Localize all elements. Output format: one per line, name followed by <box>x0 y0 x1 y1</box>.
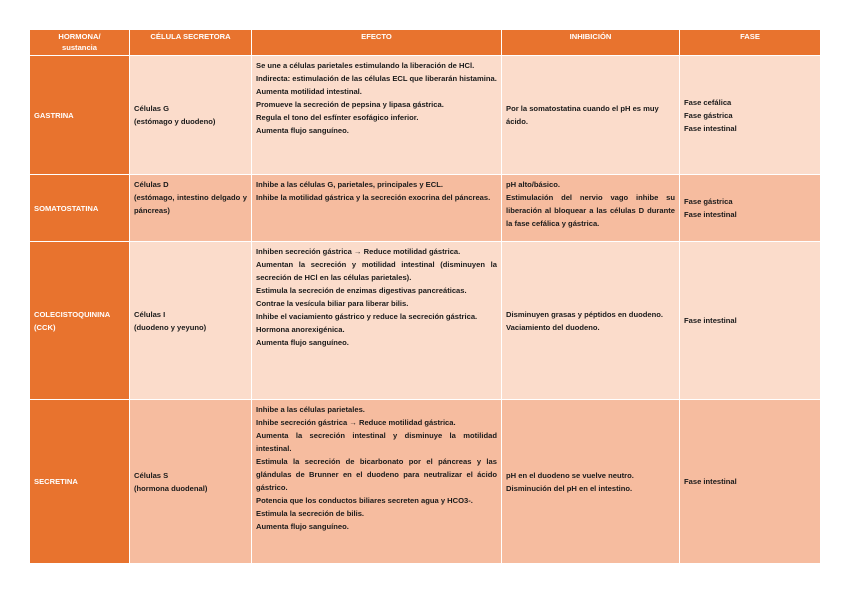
header-hormone: HORMONA/ sustancia <box>30 30 130 56</box>
table-row <box>30 242 821 400</box>
effect-line: Estimula la secreción de bicarbonato por el páncreas y las glándulas de Brunner en el duodeno para neutralizar el ácido gástrico. <box>256 457 497 492</box>
effect <box>252 400 502 564</box>
effect <box>252 242 502 400</box>
effect-line: Potencia que los conductos biliares secreten agua y HCO3-. <box>256 496 473 505</box>
phase <box>680 175 821 242</box>
cell-line: (hormona duodenal) <box>134 483 208 493</box>
header-row <box>30 30 821 56</box>
phase-line: Fase gástrica <box>684 110 733 120</box>
effect-line: Estimula la secreción de bilis. <box>256 509 365 518</box>
header-effect: EFECTO <box>252 30 502 56</box>
phase-line: Fase intestinal <box>684 316 737 325</box>
inhibition-line: Vaciamiento del duodeno. <box>506 322 600 332</box>
inhibition <box>502 242 680 400</box>
cell-line: Células G <box>134 104 170 113</box>
table-row <box>30 400 821 564</box>
header-inhibition: INHIBICIÓN <box>502 30 680 56</box>
effect-line: Aumentan la secreción y motilidad intestinal (disminuyen la secreción de HCl en las células parietales). <box>256 260 497 282</box>
header-phase: FASE <box>680 30 821 56</box>
phase-line: Fase cefálica <box>684 97 732 107</box>
secretory-cell <box>130 400 252 564</box>
inhibition <box>502 400 680 564</box>
effect-line: Inhibe a las células G, parietales, principales y ECL. <box>256 180 443 189</box>
inhibition-line: pH alto/básico. <box>506 180 561 189</box>
phase-line: Fase intestinal <box>684 477 737 486</box>
effect-line: Contrae la vesícula biliar para liberar bilis. <box>256 299 409 308</box>
inhibition-line: Disminuyen grasas y péptidos en duodeno. <box>506 309 663 319</box>
cell-line: (duodeno y yeyuno) <box>134 322 207 332</box>
cell-line: Células D <box>134 180 169 189</box>
hormone-name: COLECISTOQUININA (CCK) <box>30 242 130 400</box>
secretory-cell <box>130 175 252 242</box>
inhibition-line: Estimulación del nervio vago inhibe su liberación al bloquear a las células D durante la fase cefálica y gástrica. <box>506 193 675 228</box>
phase <box>680 400 821 564</box>
effect-line: Aumenta flujo sanguíneo. <box>256 338 349 347</box>
effect-line: Estimula la secreción de enzimas digestivas pancreáticas. <box>256 286 467 295</box>
effect-line: Promueve la secreción de pepsina y lipasa gástrica. <box>256 100 444 109</box>
secretory-cell <box>130 242 252 400</box>
table-row <box>30 175 821 242</box>
effect-line: Aumenta flujo sanguíneo. <box>256 522 349 531</box>
inhibition <box>502 56 680 175</box>
effect-line: Inhibe a las células parietales. <box>256 405 365 414</box>
effect <box>252 56 502 175</box>
hormone-name: SOMATOSTATINA <box>30 175 130 242</box>
secretory-cell <box>130 56 252 175</box>
effect-line: Inhibe el vaciamiento gástrico y reduce la secreción gástrica. <box>256 312 478 321</box>
phase-line: Fase gástrica <box>684 197 733 206</box>
effect-line: Inhibe la motilidad gástrica y la secreción exocrina del páncreas. <box>256 193 491 202</box>
hormone-name: GASTRINA <box>30 56 130 175</box>
hormone-table <box>29 29 821 564</box>
inhibition <box>502 175 680 242</box>
table-row <box>30 56 821 175</box>
phase-line: Fase intestinal <box>684 123 737 133</box>
cell-line: Células S <box>134 470 169 480</box>
effect-line: Hormona anorexigénica. <box>256 325 345 334</box>
effect-line: Indirecta: estimulación de las células ECL que liberarán histamina. <box>256 74 497 83</box>
hormone-name: SECRETINA <box>30 400 130 564</box>
effect-line: Aumenta flujo sanguíneo. <box>256 126 349 135</box>
effect-line: Regula el tono del esfínter esofágico inferior. <box>256 113 419 122</box>
phase <box>680 242 821 400</box>
inhibition-line: Por la somatostatina cuando el pH es muy ácido. <box>506 104 659 126</box>
effect <box>252 175 502 242</box>
effect-line: Inhibe secreción gástrica → Reduce motilidad gástrica. <box>256 418 456 427</box>
cell-line: Células I <box>134 309 166 319</box>
cell-line: (estómago y duodeno) <box>134 117 216 126</box>
effect-line: Aumenta la secreción intestinal y disminuye la motilidad intestinal. <box>256 431 497 453</box>
inhibition-line: Disminución del pH en el intestino. <box>506 483 633 493</box>
effect-line: Aumenta motilidad intestinal. <box>256 87 362 96</box>
phase-line: Fase intestinal <box>684 210 737 219</box>
inhibition-line: pH en el duodeno se vuelve neutro. <box>506 470 634 480</box>
effect-line: Se une a células parietales estimulando la liberación de HCl. <box>256 61 475 70</box>
phase <box>680 56 821 175</box>
header-cell: CÉLULA SECRETORA <box>130 30 252 56</box>
effect-line: Inhiben secreción gástrica → Reduce motilidad gástrica. <box>256 247 461 256</box>
cell-line: (estómago, intestino delgado y páncreas) <box>134 193 247 215</box>
